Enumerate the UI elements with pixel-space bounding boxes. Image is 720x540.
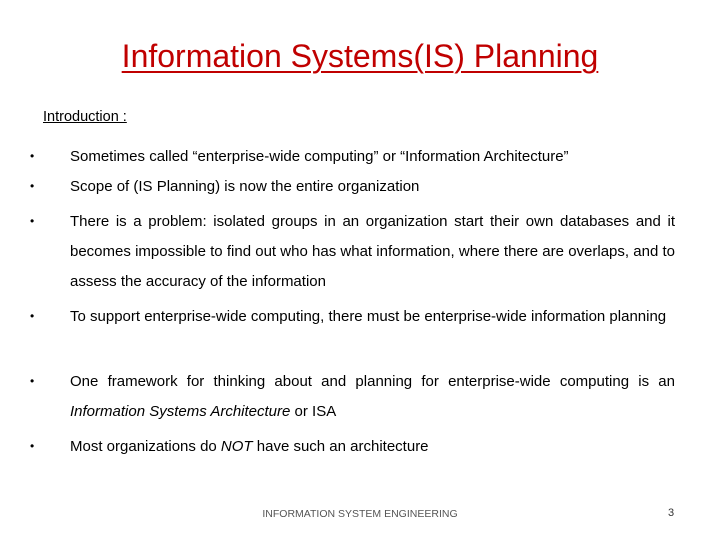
bullet-text	[70, 302, 675, 332]
bullet-dot: •	[30, 214, 35, 228]
emphasis-text: NOT	[220, 438, 253, 455]
bullet-dot: •	[30, 179, 35, 193]
text-run: One framework for thinking about and planning for enterprise-wide computing is an	[70, 373, 675, 390]
text-run: or ISA	[290, 403, 337, 420]
intro-heading: Introduction :	[43, 109, 127, 125]
bullet-dot: •	[30, 439, 35, 453]
text-run: Scope of (IS Planning) is now the entire organization	[70, 178, 420, 195]
slide-title: Information Systems(IS) Planning	[121, 38, 599, 74]
bullet-dot: •	[30, 149, 35, 163]
text-run: To support enterprise-wide computing, there must be enterprise-wide information planning	[70, 308, 667, 325]
bullet-text	[70, 142, 675, 172]
bullet-text	[70, 432, 675, 462]
bullet-text	[70, 172, 675, 202]
footer-text: INFORMATION SYSTEM ENGINEERING	[262, 508, 458, 520]
bullet-dot: •	[30, 309, 35, 323]
text-run: Sometimes called “enterprise-wide computing” or “Information Architecture”	[70, 148, 569, 165]
emphasis-text: Information Systems Architecture	[70, 403, 291, 420]
text-run: Most organizations do	[70, 438, 221, 455]
page-number: 3	[668, 507, 675, 519]
bullet-dot: •	[30, 374, 35, 388]
bullet-text	[70, 367, 675, 427]
text-run: have such an architecture	[252, 438, 429, 455]
bullet-text	[70, 207, 675, 297]
text-run: There is a problem: isolated groups in an organization start their own databases and it becomes impossible to find out who has what information, where there are overlaps, and to assess the accuracy of the information	[70, 213, 675, 290]
